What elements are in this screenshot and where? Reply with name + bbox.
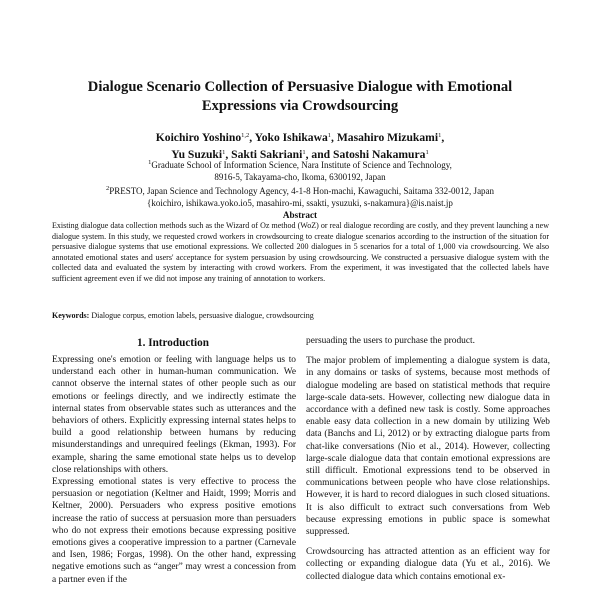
abstract-heading: Abstract — [282, 210, 318, 220]
keywords-label: Keywords: — [52, 311, 90, 320]
author-sup: 1 — [425, 148, 429, 156]
author-name: Satoshi Nakamura — [333, 147, 426, 161]
author-name: Sakti Sakriani — [231, 147, 303, 161]
author-name: Masahiro Mizukami — [336, 131, 439, 144]
author-sup: 1 — [327, 132, 332, 139]
author-name: Yoko Ishikawa — [254, 131, 328, 144]
keywords-text: Dialogue corpus, emotion labels, persuasive dialogue, crowdsourcing — [91, 311, 314, 320]
author-sup: 1 — [222, 148, 226, 156]
abstract-text: Existing dialogue data collection methods such as the Wizard of Oz method (WoZ) or real dialogue recording are costly, and they prevent launching a new dialogue system. In this study, we requested crowd workers in crowdsourcing to create dialogue scenarios according to the instruction of the situation for persuasive dialogue systems that use emotional expressions. We collected 200 dialogues in 5 scenarios for a total of 1,000 via crowdsourcing. We also annotated emotional states and users' acceptance for system persuasion by using crowdsourcing. We constructed a persuasive dialogue system with the collected data and evaluated the system by interacting with crowd workers. From the experiment, it was investigated that the collected labels have sufficient agreement even if we did not impose any training of annotation to workers. — [52, 221, 549, 283]
section-heading: 1. Introduction — [137, 337, 209, 349]
email-list: {koichiro, ishikawa.yoko.io5, masahiro-mi, ssakti, ysuzuki, s-nakamura}@is.naist.jp — [147, 197, 453, 208]
affil-line: Graduate School of Information Science, Nara Institute of Science and Technology, — [151, 160, 452, 170]
left-column — [52, 354, 296, 600]
affil-sup: 2 — [105, 185, 110, 193]
title-line-1: Dialogue Scenario Collection of Persuasive Dialogue with Emotional — [87, 79, 513, 95]
affil-line: 8916-5, Takayama-cho, Ikoma, 6300192, Japan — [214, 171, 386, 182]
author-list: Koichiro Yoshino$^{1,2}$, Yoko Ishikawa$^1$, Masahiro Mizukami$^1$, Yu Suzuki$^1$, Sakti Sakriani$^1$, and Satoshi Nakamura$^1$ — [155, 131, 445, 161]
affiliations — [60, 157, 540, 209]
affil-sup: 1 — [148, 159, 152, 166]
paragraph: Crowdsourcing has attracted attention as an efficient way for collecting or expanding dialogue data (Yu et al., 2016). We collected dialogue data which contains emotional ex- — [306, 547, 550, 582]
paragraph: Expressing one's emotion or feeling with language helps us to understand each other in human-human communication. We cannot observe the internal states of other people such as our emotions or feelings directly, and we indirectly estimate the internal states from observable states such as utterances and the behaviors of others. Explicitly expressing internal states helps to build a good relationship between humans by reducing misunderstandings and unrequired feelings (Ekman, 1993). For example, sharing the same emotional state helps us to develop close relationships with others. — [52, 355, 296, 475]
paragraph: Expressing emotional states is very effective to process the persuasion or negotiation (Keltner and Haidt, 1999; Morris and Keltner, 2000). Persuaders who express positive emotions increase the ratio of success at persuasion more than persuaders who do not express their emotions because expressing positive emotions gives a cooperative impression to a partner (Carnevale and Isen, 1986; Forgas, 1998). On the other hand, expressing negative emotions such as “anger” may wrest a concession from a partner even if the — [52, 477, 296, 585]
affil-line: PRESTO, Japan Science and Technology Agency, 4-1-8 Hon-machi, Kawaguchi, Saitama 332-0012, Japan — [109, 186, 495, 197]
paragraph: The major problem of implementing a dialogue system is data, in any domains or tasks of systems, because most methods of dialogue modeling are based on statistical methods that require large-scale data-sets. However, collecting new dialogue data in accordance with a defined new task is costly. Some approaches enable easy data collection in a new domain by utilizing Web data (Banchs and Li, 2012) or by extracting dialogue parts from chat-like conversations (Nio et al., 2014). However, collecting large-scale dialogue data that contain emotional expressions are still difficult. Emotional expressions tend to be observed in communications between people who have close relationships. However, it is hard to record dialogues in such closed situations. It is also difficult to extract such conversations from Web because expressing emotions in public space is somewhat suppressed. — [306, 356, 550, 538]
keywords — [52, 311, 549, 321]
author-sup: 1,2 — [241, 132, 250, 139]
paper-title — [60, 78, 540, 116]
author-name: Koichiro Yoshino — [155, 131, 242, 144]
right-column — [306, 335, 550, 600]
author-sup: 1 — [302, 148, 306, 156]
author-name: Yu Suzuki — [171, 147, 223, 161]
title-line-2: Expressions via Crowdsourcing — [201, 98, 399, 114]
paragraph: persuading the users to purchase the product. — [306, 336, 475, 346]
author-sup: 1 — [438, 132, 442, 139]
